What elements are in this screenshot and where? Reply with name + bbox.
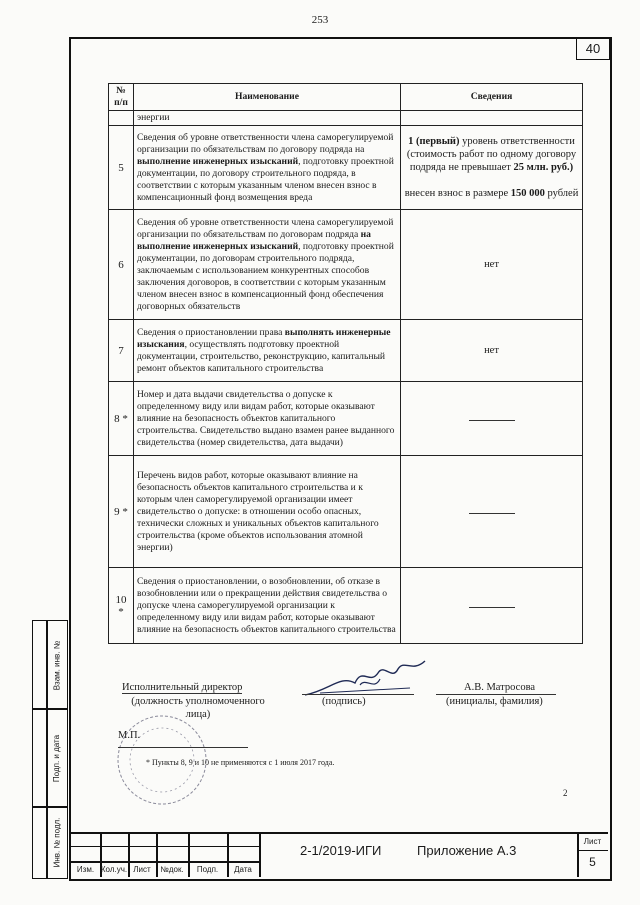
side-label-inv-original: Инв. № подл. xyxy=(46,806,68,879)
signer-position: Исполнительный директор xyxy=(122,682,243,693)
row-name: Перечень видов работ, которые оказывают влияние на безопасность объектов капитального строительства и к которым член саморегулируемой организации имеет свидетельство о допуске: в отношении особо опасных, технически сложных и уникальных объектов капитального строительства (кроме объектов использования атомной энергии) xyxy=(134,456,401,568)
table-row xyxy=(109,320,583,382)
row-num: 9 * xyxy=(109,456,134,568)
signer-name: А.В. Матросова xyxy=(464,682,536,693)
side-label-replaced-inv: Взам. инв. № xyxy=(46,620,68,710)
signature-caption: (подпись) xyxy=(322,696,366,707)
table-row xyxy=(109,210,583,320)
tb-col-kol: Кол.уч. xyxy=(100,865,128,874)
name-caption: (инициалы, фамилия) xyxy=(446,696,543,707)
header-num: № п/п xyxy=(109,84,134,111)
sheet-number-box: 40 xyxy=(576,37,610,60)
sheet-value: 5 xyxy=(589,855,596,869)
footnote: * Пункты 8, 9 и 10 не применяются с 1 июля 2017 года. xyxy=(146,758,335,767)
position-caption: (должность уполномоченного лица) xyxy=(131,696,265,720)
row-num: 10 * xyxy=(109,568,134,644)
doc-code: 2-1/2019-ИГИ xyxy=(300,843,382,858)
page-number-top: 253 xyxy=(311,14,329,26)
row-info: нет xyxy=(401,320,583,382)
header-name: Наименование xyxy=(134,84,401,111)
row-name: Номер и дата выдачи свидетельства о допуске к определенному виду или видам работ, которые оказывают влияние на безопасность объектов капитального строительства. Свидетельство выдано взамен ранее выданного свидетельства (номер свидетельства, дата выдачи) xyxy=(134,382,401,456)
row-name: Сведения об уровне ответственности члена саморегулируемой организации по обязательствам по договору подряда на выполнение инженерных изысканий, подготовку проектной документации, по договору строительного подряда, в соответствии с которым указанным членом внесен взнос в компенсационный фонд возмещения вреда xyxy=(134,126,401,210)
header-info: Сведения xyxy=(401,84,583,111)
stray-mark: 2 xyxy=(563,788,568,798)
tb-col-data: Дата xyxy=(234,865,252,874)
row-name: Сведения об уровне ответственности члена саморегулируемой организации по обязательствам по договорам подряда на выполнение инженерных изысканий, подготовку проектной документации, по договорам строительного подряда, заключаемым с использованием конкурентных способов заключения договоров, в соответствии с которым указанным членом внесен взнос в компенсационный фонд обеспечения договорных обязательств xyxy=(134,210,401,320)
table-header-row xyxy=(109,84,583,111)
table-row xyxy=(109,382,583,456)
row-info-dash xyxy=(401,568,583,644)
doc-title: Приложение А.3 xyxy=(417,843,517,858)
row-info-dash xyxy=(401,382,583,456)
row-num: 8 * xyxy=(109,382,134,456)
row-num: 6 xyxy=(109,210,134,320)
table-row xyxy=(109,126,583,210)
tb-col-ndok: №док. xyxy=(160,865,184,874)
info-table xyxy=(108,83,583,644)
tb-col-izm: Изм. xyxy=(76,865,95,874)
side-label-sign-date: Подп. и дата xyxy=(46,708,68,808)
table-row xyxy=(109,568,583,644)
row-num: 5 xyxy=(109,126,134,210)
row-name: Сведения о приостановлении права выполнять инженерные изыскания, осуществлять подготовку проектной документации, строительство, реконструкцию, капитальный ремонт объектов капитального строительства xyxy=(134,320,401,382)
tb-col-list: Лист xyxy=(133,865,151,874)
row-num: 7 xyxy=(109,320,134,382)
sheet-label: Лист xyxy=(583,837,602,846)
tb-col-podp: Подп. xyxy=(196,865,219,874)
table-row xyxy=(109,111,583,126)
row-info: нет xyxy=(401,210,583,320)
stamp-label: М.П. xyxy=(118,730,141,741)
continuation-text: энергии xyxy=(134,111,401,126)
table-row xyxy=(109,456,583,568)
row-info-dash xyxy=(401,456,583,568)
row-info: 1 (первый) уровень ответственности (стоимость работ по одному договору подряда не превышает 25 млн. руб.) внесен взнос в размере 150 000 рублей xyxy=(401,126,583,210)
row-name: Сведения о приостановлении, о возобновлении, об отказе в возобновлении или о прекращении действия свидетельства о допуске члена саморегулируемой организации к определенному виду или видам работ, которые оказывают влияние на безопасность объектов капитального строительства xyxy=(134,568,401,644)
